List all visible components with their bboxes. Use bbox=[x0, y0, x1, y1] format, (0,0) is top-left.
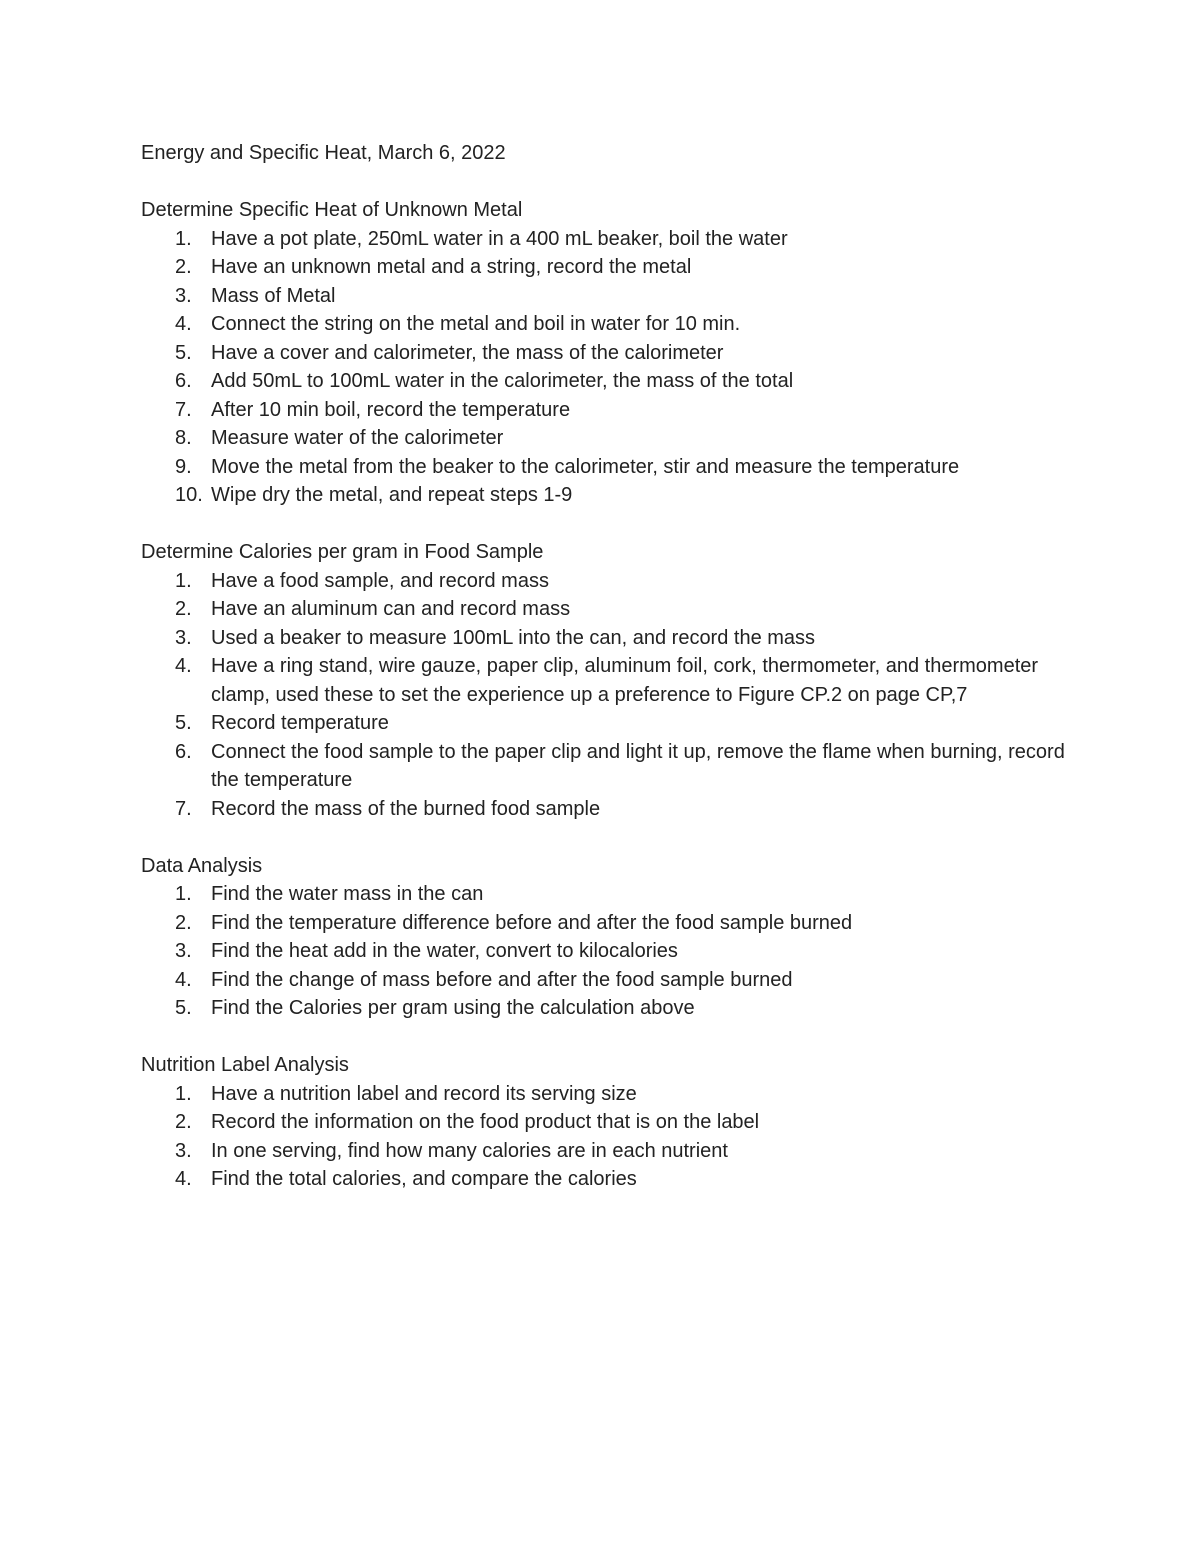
step-number: 2. bbox=[175, 1111, 192, 1133]
section bbox=[141, 196, 1071, 510]
step-text: Have a nutrition label and record its serving size bbox=[211, 1082, 637, 1105]
list-item bbox=[141, 1080, 1071, 1109]
step-text: Mass of Metal bbox=[211, 284, 336, 307]
step-text: Move the metal from the beaker to the calorimeter, stir and measure the temperature bbox=[211, 455, 960, 478]
list-item bbox=[141, 738, 1071, 795]
list-item bbox=[141, 453, 1071, 482]
step-text: Find the change of mass before and after the food sample burned bbox=[211, 968, 793, 991]
step-text: In one serving, find how many calories are in each nutrient bbox=[211, 1139, 728, 1162]
step-text: Have a food sample, and record mass bbox=[211, 569, 549, 592]
document-title: Energy and Specific Heat, March 6, 2022 bbox=[141, 142, 506, 164]
step-text: Find the heat add in the water, convert to kilocalories bbox=[211, 940, 678, 962]
list-item bbox=[141, 396, 1071, 425]
section-heading: Nutrition Label Analysis bbox=[141, 1054, 349, 1076]
section bbox=[141, 852, 1071, 1023]
list-item bbox=[141, 595, 1071, 624]
list-item bbox=[141, 310, 1071, 339]
document-page bbox=[141, 139, 1071, 1222]
step-text: Connect the string on the metal and boil in water for 10 min. bbox=[211, 313, 741, 335]
step-number: 1. bbox=[175, 1082, 192, 1105]
step-number: 8. bbox=[175, 427, 192, 449]
list-item bbox=[141, 253, 1071, 282]
list-item bbox=[141, 282, 1071, 311]
step-number: 5. bbox=[175, 997, 192, 1019]
step-text: Connect the food sample to the paper clip and light it up, remove the flame when burning, record the temperature bbox=[211, 740, 1065, 791]
step-number: 9. bbox=[175, 455, 192, 478]
step-list bbox=[141, 1080, 1071, 1194]
section-heading: Determine Specific Heat of Unknown Metal bbox=[141, 199, 523, 221]
list-item bbox=[141, 225, 1071, 254]
list-item bbox=[141, 424, 1071, 453]
section bbox=[141, 1051, 1071, 1194]
step-number: 1. bbox=[175, 227, 192, 250]
list-item bbox=[141, 1137, 1071, 1166]
list-item bbox=[141, 339, 1071, 368]
list-item bbox=[141, 652, 1071, 709]
step-text: After 10 min boil, record the temperature bbox=[211, 398, 571, 421]
step-number: 3. bbox=[175, 1139, 192, 1162]
list-item bbox=[141, 709, 1071, 738]
step-number: 2. bbox=[175, 911, 192, 934]
step-list bbox=[141, 225, 1071, 510]
step-text: Have an unknown metal and a string, record the metal bbox=[211, 256, 692, 278]
list-item bbox=[141, 624, 1071, 653]
step-text: Have a pot plate, 250mL water in a 400 mL beaker, boil the water bbox=[211, 227, 788, 250]
list-item bbox=[141, 937, 1071, 966]
step-number: 7. bbox=[175, 398, 192, 421]
list-item bbox=[141, 880, 1071, 909]
list-item bbox=[141, 994, 1071, 1023]
step-number: 4. bbox=[175, 313, 192, 335]
section-heading: Data Analysis bbox=[141, 854, 263, 877]
step-text: Find the total calories, and compare the calories bbox=[211, 1168, 637, 1190]
step-text: Record the information on the food product that is on the label bbox=[211, 1111, 760, 1133]
step-text: Measure water of the calorimeter bbox=[211, 427, 504, 449]
step-number: 3. bbox=[175, 626, 192, 649]
list-item bbox=[141, 909, 1071, 938]
list-item bbox=[141, 567, 1071, 596]
step-text: Find the temperature difference before and after the food sample burned bbox=[211, 911, 853, 934]
step-list bbox=[141, 880, 1071, 1023]
list-item bbox=[141, 1165, 1071, 1194]
step-text: Add 50mL to 100mL water in the calorimeter, the mass of the total bbox=[211, 370, 794, 392]
step-text: Have an aluminum can and record mass bbox=[211, 598, 571, 620]
step-number: 6. bbox=[175, 740, 192, 763]
step-text: Have a cover and calorimeter, the mass of the calorimeter bbox=[211, 341, 724, 364]
step-text: Record the mass of the burned food sample bbox=[211, 797, 601, 820]
step-number: 4. bbox=[175, 968, 192, 991]
step-text: Find the Calories per gram using the calculation above bbox=[211, 997, 695, 1019]
list-item bbox=[141, 367, 1071, 396]
step-text: Wipe dry the metal, and repeat steps 1-9 bbox=[211, 484, 573, 506]
step-number: 5. bbox=[175, 712, 192, 734]
step-text: Find the water mass in the can bbox=[211, 883, 484, 905]
step-text: Record temperature bbox=[211, 712, 389, 734]
step-text: Have a ring stand, wire gauze, paper clip, aluminum foil, cork, thermometer, and thermometer clamp, used these to set the experience up a preference to Figure CP.2 on page CP,7 bbox=[211, 655, 1039, 706]
section bbox=[141, 538, 1071, 823]
step-number: 5. bbox=[175, 341, 192, 364]
step-list bbox=[141, 567, 1071, 824]
step-number: 3. bbox=[175, 940, 192, 962]
step-number: 1. bbox=[175, 883, 192, 905]
list-item bbox=[141, 481, 1071, 510]
step-number: 2. bbox=[175, 598, 192, 620]
list-item bbox=[141, 1108, 1071, 1137]
step-number: 4. bbox=[175, 1168, 192, 1190]
sections-container bbox=[141, 196, 1071, 1194]
step-number: 10. bbox=[175, 484, 203, 506]
section-heading: Determine Calories per gram in Food Sample bbox=[141, 541, 544, 563]
step-number: 6. bbox=[175, 370, 192, 392]
step-number: 3. bbox=[175, 284, 192, 307]
list-item bbox=[141, 966, 1071, 995]
list-item bbox=[141, 795, 1071, 824]
step-number: 1. bbox=[175, 569, 192, 592]
step-number: 2. bbox=[175, 256, 192, 278]
step-number: 4. bbox=[175, 655, 192, 677]
step-number: 7. bbox=[175, 797, 192, 820]
step-text: Used a beaker to measure 100mL into the can, and record the mass bbox=[211, 626, 816, 649]
